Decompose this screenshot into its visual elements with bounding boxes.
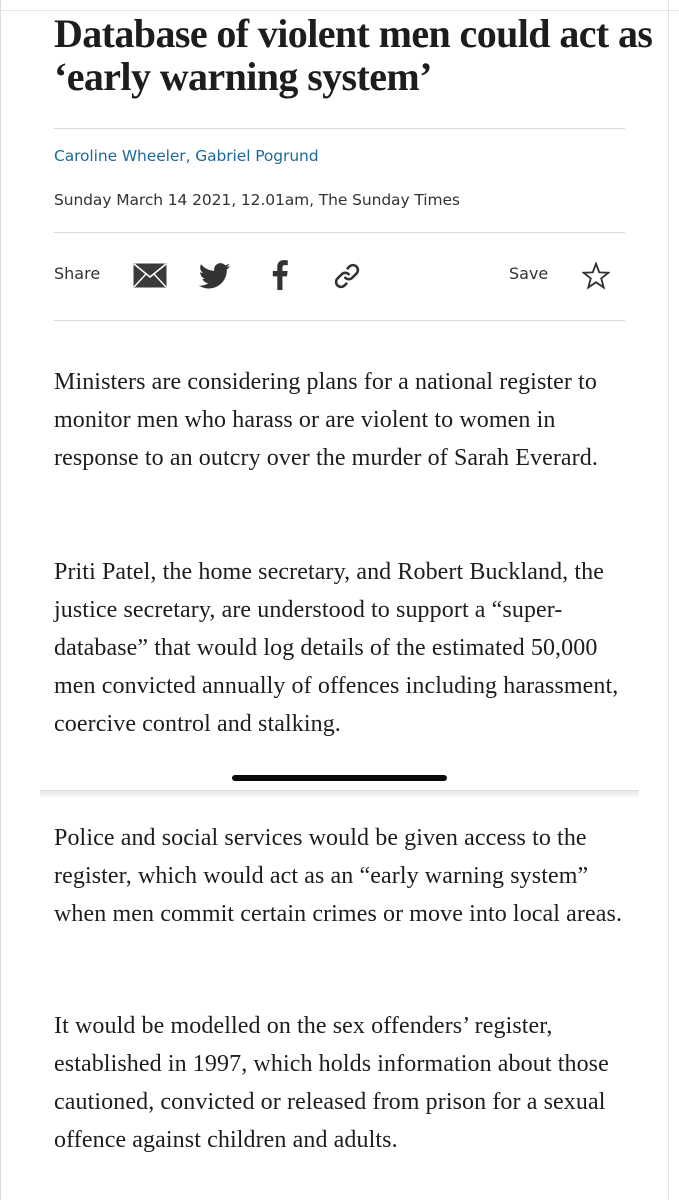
divider	[54, 128, 625, 129]
scroll-handle[interactable]	[232, 775, 447, 781]
divider	[54, 320, 625, 321]
screen-left-edge	[0, 0, 1, 1200]
screenshot-seam	[40, 790, 639, 797]
article-paragraph: Ministers are considering plans for a national register to monitor men who harass or are violent to women in response to an outcry over the murder of Sarah Everard.	[54, 369, 598, 471]
link-icon[interactable]	[333, 262, 361, 290]
article-headline: Database of violent men could act as ‘early warning system’	[54, 11, 653, 99]
article-paragraph: It would be modelled on the sex offenders’ register, established in 1997, which holds information about those cautioned, convicted or released from prison for a sexual offence against children and adults.	[54, 1013, 609, 1153]
article-paragraph: Priti Patel, the home secretary, and Robert Buckland, the justice secretary, are understood to support a “super-database” that would log details of the estimated 50,000 men convicted annually of offences including harassment, coercive control and stalking.	[54, 559, 619, 737]
dateline: Sunday March 14 2021, 12.01am, The Sunday Times	[54, 191, 460, 209]
star-icon[interactable]	[582, 262, 610, 290]
divider	[54, 232, 625, 233]
twitter-icon[interactable]	[199, 263, 231, 289]
author-separator: ,	[185, 147, 191, 165]
email-icon[interactable]	[133, 263, 167, 288]
screen-top-edge	[0, 0, 679, 11]
screen-right-edge	[668, 0, 669, 1200]
save-label[interactable]: Save	[509, 264, 549, 283]
facebook-icon[interactable]	[271, 260, 289, 290]
author-link[interactable]: Caroline Wheeler	[54, 147, 186, 165]
article-paragraph: Police and social services would be given access to the register, which would act as an “early warning system” when men commit certain crimes or move into local areas.	[54, 825, 623, 927]
byline	[54, 147, 319, 165]
share-label: Share	[54, 264, 101, 283]
author-link[interactable]: Gabriel Pogrund	[195, 147, 319, 165]
